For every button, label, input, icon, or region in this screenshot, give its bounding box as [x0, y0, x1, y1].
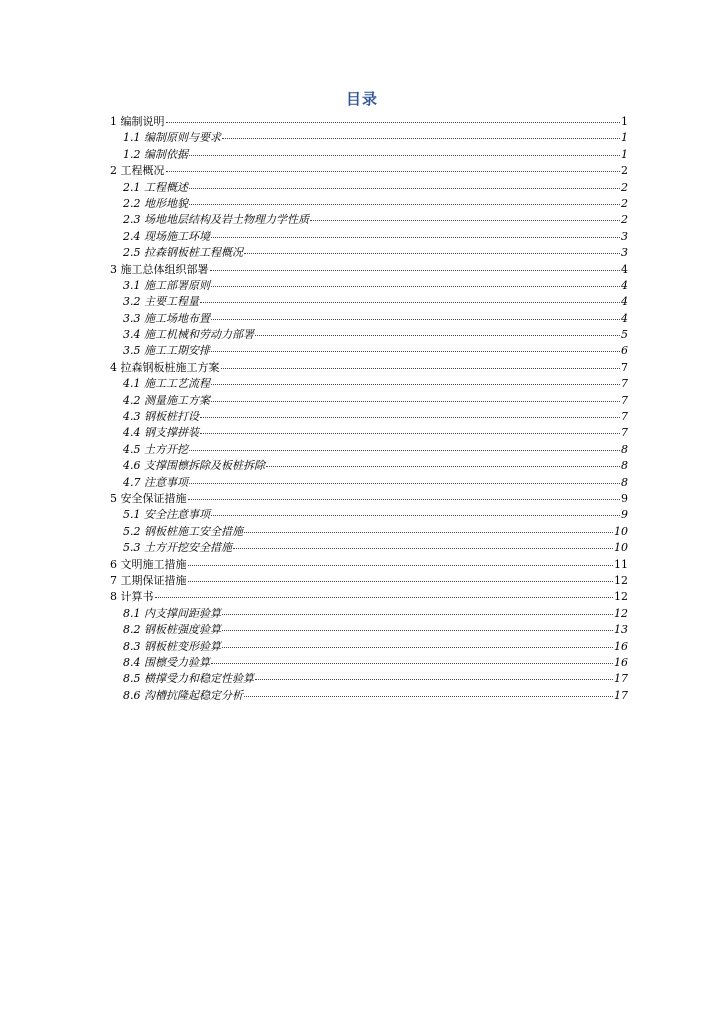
toc-entry-label: 2.3 场地地层结构及岩土物理力学性质 [123, 213, 309, 227]
dot-leader [211, 309, 620, 320]
toc-entry-label: 4 拉森钢板桩施工方案 [110, 360, 220, 374]
toc-page-number: 2 [621, 180, 628, 194]
toc-entry-label: 3 施工总体组织部署 [110, 262, 209, 276]
toc-page-number: 8 [621, 475, 628, 489]
toc-page-number: 4 [621, 295, 628, 309]
toc-entry-label: 8.5 横撑受力和稳定性验算 [123, 672, 254, 686]
dot-leader [255, 325, 620, 336]
dot-leader [211, 653, 613, 664]
dot-leader [310, 210, 620, 221]
dot-leader [222, 637, 613, 648]
toc-page-number: 5 [621, 328, 628, 342]
toc-page-number: 8 [621, 459, 628, 473]
toc-entry-label: 4.3 钢板桩打设 [123, 410, 199, 424]
toc-page-number: 6 [621, 344, 628, 358]
dot-leader [211, 276, 620, 287]
dot-leader [166, 161, 621, 172]
toc-entry-label: 5.1 安全注意事项 [123, 508, 210, 522]
toc-page-number: 7 [621, 410, 628, 424]
toc-page-number: 12 [614, 573, 628, 587]
dot-leader [188, 571, 614, 582]
dot-leader [211, 391, 620, 402]
dot-leader [211, 227, 620, 238]
toc-page-number: 2 [621, 213, 628, 227]
toc-entry-label: 4.6 支撑围檩拆除及板桩拆除 [123, 459, 265, 473]
toc-entry-label: 3.2 主要工程量 [123, 295, 199, 309]
toc-entry-label: 8 计算书 [110, 590, 154, 604]
toc-entry-label: 2.4 现场施工环境 [123, 229, 210, 243]
dot-leader [200, 292, 620, 303]
toc-entry-label: 3.4 施工机械和劳动力部署 [123, 328, 254, 342]
toc-page-number: 12 [614, 590, 628, 604]
toc-entry-label: 2.1 工程概述 [123, 180, 188, 194]
toc-entry-label: 2 工程概况 [110, 164, 165, 178]
toc-page-number: 16 [614, 655, 628, 669]
toc-entry-label: 7 工期保证措施 [110, 573, 187, 587]
toc-entry-label: 3.1 施工部署原则 [123, 278, 210, 292]
dot-leader [222, 604, 613, 615]
toc-page-number: 2 [621, 164, 628, 178]
toc-page-number: 7 [621, 393, 628, 407]
toc-page-number: 1 [621, 131, 628, 145]
dot-leader [221, 358, 621, 369]
toc-page-number: 11 [614, 557, 628, 571]
dot-leader [222, 128, 620, 139]
toc-entry-label: 8.2 钢板桩强度验算 [123, 623, 221, 637]
toc-page-number: 1 [621, 115, 628, 128]
toc-entry-label: 5.3 土方开挖安全措施 [123, 541, 232, 555]
toc-page-number: 4 [621, 278, 628, 292]
dot-leader [189, 194, 620, 205]
dot-leader [189, 473, 620, 484]
dot-leader [200, 407, 620, 418]
dot-leader [222, 620, 613, 631]
toc-page-number: 3 [621, 246, 628, 260]
toc-page-number: 10 [614, 541, 628, 555]
toc-title: 目录 [345, 90, 378, 108]
dot-leader [210, 260, 621, 271]
toc-entry-label: 2.2 地形地貌 [123, 196, 188, 210]
toc-entry-label: 4.5 土方开挖 [123, 442, 188, 456]
toc-entry-label: 8.3 钢板桩变形验算 [123, 639, 221, 653]
dot-leader [189, 145, 620, 156]
dot-leader [188, 555, 614, 566]
dot-leader [266, 456, 620, 467]
toc-entry-label: 1 编制说明 [110, 115, 165, 128]
toc-page-number: 9 [621, 508, 628, 522]
dot-leader [211, 341, 620, 352]
toc-page-number: 9 [621, 491, 628, 505]
toc-page-number: 3 [621, 229, 628, 243]
toc-page-number: 7 [621, 360, 628, 374]
toc-page-number: 1 [621, 147, 628, 161]
toc-entry-label: 2.5 拉森钢板桩工程概况 [123, 246, 243, 260]
toc-entry-label: 8.4 围檩受力验算 [123, 655, 210, 669]
toc-entry-label: 4.4 钢支撑拼装 [123, 426, 199, 440]
toc-entry-label: 5.2 钢板桩施工安全措施 [123, 524, 243, 538]
toc-entry-label: 1.1 编制原则与要求 [123, 131, 221, 145]
toc-page-number: 7 [621, 426, 628, 440]
toc-page-number: 2 [621, 196, 628, 210]
toc-entry-label: 8.1 内支撑间距验算 [123, 606, 221, 620]
dot-leader [166, 112, 621, 123]
dot-leader [189, 178, 620, 189]
toc-page-number: 12 [614, 606, 628, 620]
dot-leader [155, 587, 614, 598]
dot-leader [211, 374, 620, 385]
toc-entry-label: 8.6 沟槽抗隆起稳定分析 [123, 688, 243, 702]
toc-entry-label: 3.3 施工场地布置 [123, 311, 210, 325]
dot-leader [244, 686, 613, 697]
dot-leader [244, 243, 620, 254]
toc-page-number: 4 [621, 262, 628, 276]
toc-entry-label: 4.1 施工工艺流程 [123, 377, 210, 391]
dot-leader [200, 423, 620, 434]
toc-page-number: 16 [614, 639, 628, 653]
toc-page-number: 10 [614, 524, 628, 538]
toc-entry-label: 6 文明施工措施 [110, 557, 187, 571]
toc-entry-label: 4.7 注意事项 [123, 475, 188, 489]
toc-page-number: 17 [614, 672, 628, 686]
toc-entry-label: 4.2 测量施工方案 [123, 393, 210, 407]
toc-entry-label: 3.5 施工工期安排 [123, 344, 210, 358]
toc-page-number: 17 [614, 688, 628, 702]
dot-leader [211, 505, 620, 516]
dot-leader [189, 440, 620, 451]
toc-page-number: 7 [621, 377, 628, 391]
toc-page-number: 4 [621, 311, 628, 325]
dot-leader [233, 538, 613, 549]
table-of-contents [110, 114, 628, 704]
dot-leader [255, 669, 613, 680]
toc-page-number: 8 [621, 442, 628, 456]
toc-page-number: 13 [614, 623, 628, 637]
toc-subentry[interactable] [110, 688, 628, 704]
toc-entry-label: 1.2 编制依据 [123, 147, 188, 161]
dot-leader [188, 489, 621, 500]
toc-entry-label: 5 安全保证措施 [110, 491, 187, 505]
dot-leader [244, 522, 613, 533]
